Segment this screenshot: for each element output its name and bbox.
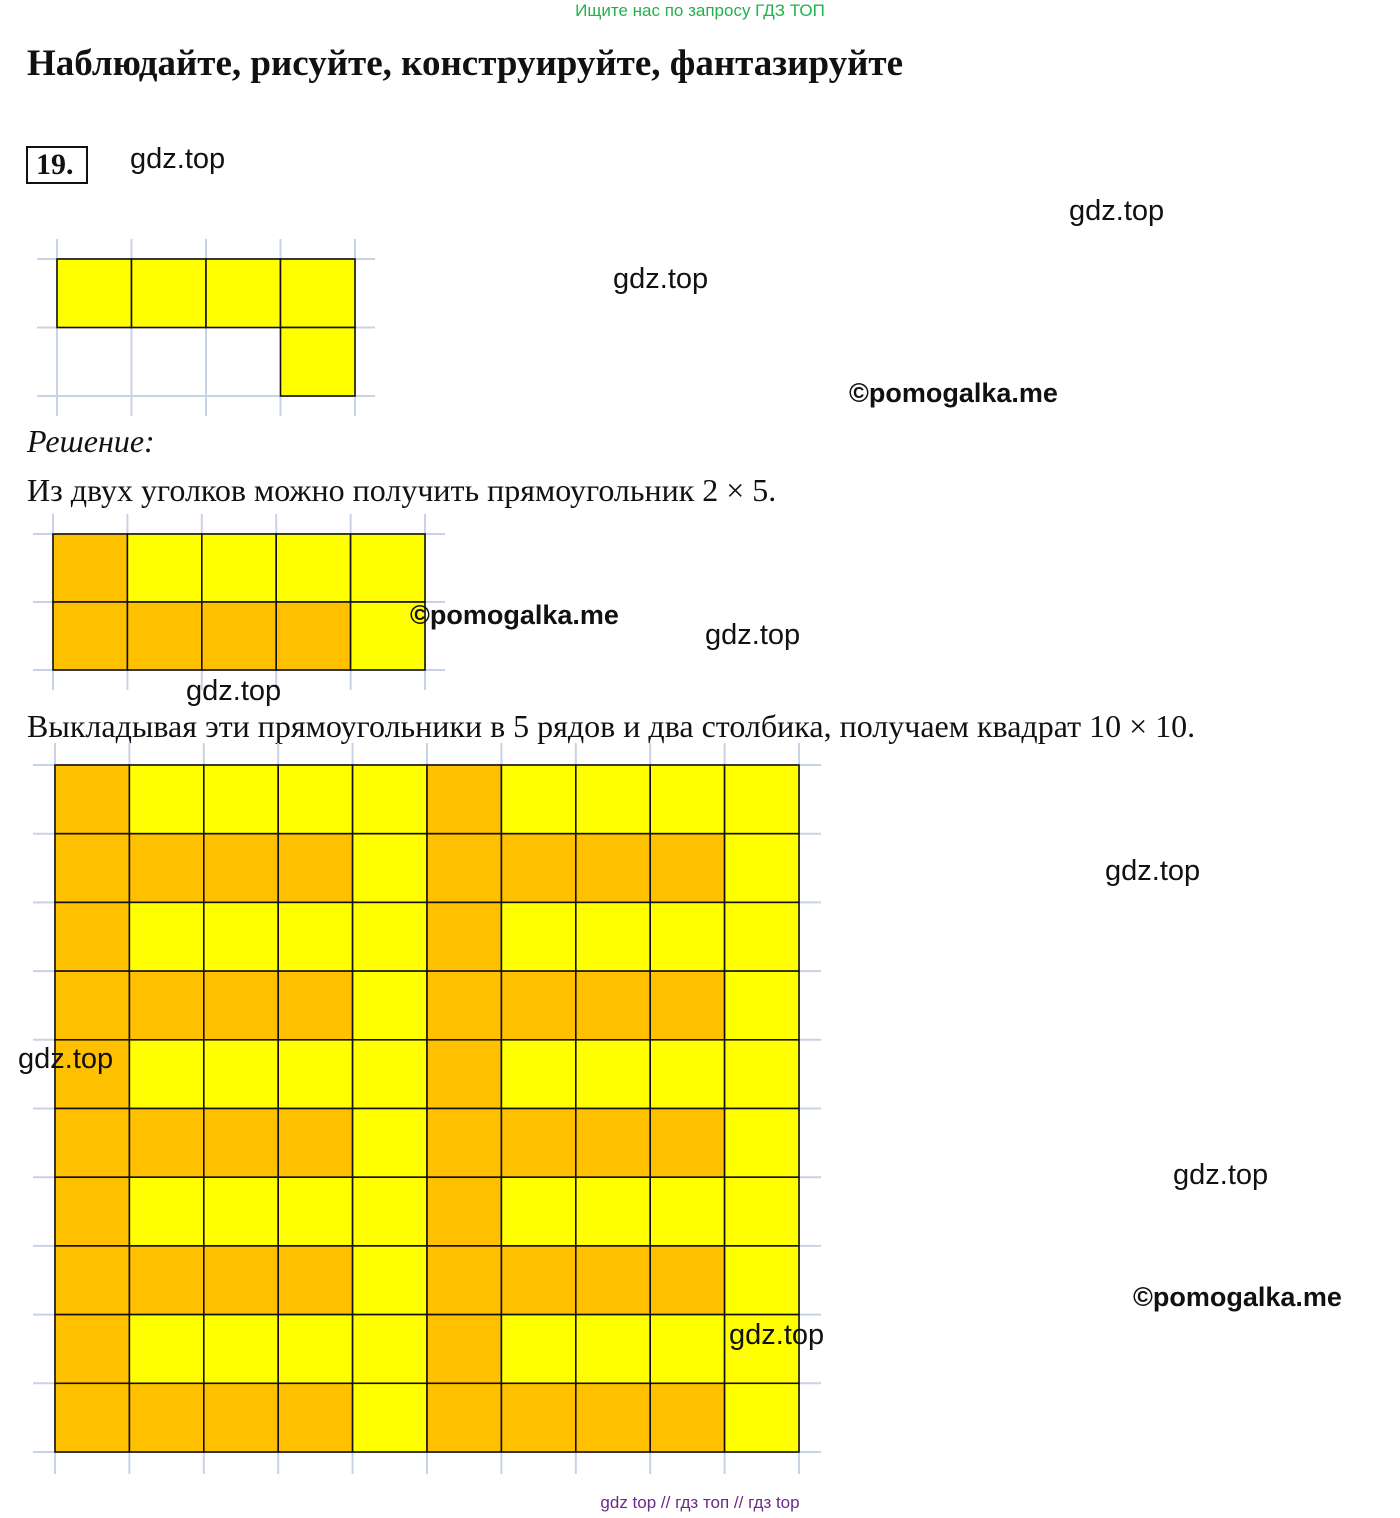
figure-cell	[353, 765, 427, 834]
solution-label: Решение:	[27, 423, 155, 459]
figure-cell	[129, 1177, 203, 1246]
l-shape-figure	[37, 239, 375, 416]
figure-cell	[278, 1177, 352, 1246]
figure-cell	[204, 765, 278, 834]
figure-cell	[576, 1177, 650, 1246]
figure-cell	[576, 1315, 650, 1384]
figure-cell	[129, 1040, 203, 1109]
figure-cell	[427, 765, 501, 834]
watermark-gdz: gdz.top	[1173, 1159, 1269, 1191]
figure-cell	[353, 1383, 427, 1452]
figure-cell	[204, 902, 278, 971]
figure-cell	[427, 1109, 501, 1178]
figure-cell	[353, 1040, 427, 1109]
figure-cell	[278, 1246, 352, 1315]
watermark-gdz: gdz.top	[1069, 195, 1165, 227]
figure-cell	[129, 902, 203, 971]
figure-cell	[650, 1109, 724, 1178]
figure-cell	[427, 1383, 501, 1452]
figure-cell	[353, 1246, 427, 1315]
figure-cell	[501, 765, 575, 834]
figure-cell	[55, 1315, 129, 1384]
figure-cell	[55, 1246, 129, 1315]
figure-cell	[129, 834, 203, 903]
figure-cell	[501, 971, 575, 1040]
figure-cell	[501, 1040, 575, 1109]
footer-links[interactable]: gdz top // гдз топ // гдз top	[600, 1493, 800, 1512]
figure-cell	[725, 1177, 799, 1246]
figure-cell	[276, 534, 350, 602]
figure-cell	[501, 834, 575, 903]
figure-cell	[576, 765, 650, 834]
watermark-gdz: gdz.top	[705, 619, 801, 651]
figure-cell	[725, 1246, 799, 1315]
solution-text-2: Выкладывая эти прямоугольники в 5 рядов и два столбика, получаем квадрат 10 × 10.	[27, 708, 1196, 744]
figure-cell	[501, 1383, 575, 1452]
figure-cell	[353, 971, 427, 1040]
figure-cell	[427, 902, 501, 971]
figure-cell	[276, 602, 350, 670]
figure-cell	[725, 1383, 799, 1452]
figure-cell	[576, 1109, 650, 1178]
figure-cell	[129, 1383, 203, 1452]
figure-cell	[55, 1177, 129, 1246]
figure-cell	[204, 1177, 278, 1246]
figure-cell	[278, 834, 352, 903]
figure-cell	[427, 1246, 501, 1315]
figure-cell	[353, 1109, 427, 1178]
figure-cell	[278, 1109, 352, 1178]
page-title: Наблюдайте, рисуйте, конструируйте, фантазируйте	[27, 43, 904, 84]
square-10x10-figure	[33, 743, 821, 1474]
figure-cell	[281, 259, 356, 328]
figure-cell	[576, 1040, 650, 1109]
figure-cell	[129, 765, 203, 834]
figure-cell	[501, 1177, 575, 1246]
figure-cell	[129, 1246, 203, 1315]
figure-cell	[57, 259, 132, 328]
figure-cell	[204, 834, 278, 903]
figure-cell	[650, 971, 724, 1040]
figure-cell	[278, 971, 352, 1040]
figure-cell	[55, 765, 129, 834]
figure-cell	[204, 1040, 278, 1109]
figure-cell	[278, 1040, 352, 1109]
figure-cell	[53, 534, 127, 602]
figure-cell	[501, 902, 575, 971]
watermark-gdz: gdz.top	[186, 675, 282, 707]
figure-cell	[725, 902, 799, 971]
figure-cell	[202, 534, 276, 602]
figure-cell	[650, 1040, 724, 1109]
figure-cell	[129, 1315, 203, 1384]
figure-cell	[127, 602, 201, 670]
figure-cell	[129, 1109, 203, 1178]
figure-cell	[576, 834, 650, 903]
figure-cell	[278, 902, 352, 971]
figure-cell	[353, 902, 427, 971]
figure-cell	[576, 902, 650, 971]
figure-cell	[576, 1383, 650, 1452]
watermark-gdz: gdz.top	[18, 1043, 114, 1075]
figure-cell	[650, 834, 724, 903]
figure-cell	[204, 971, 278, 1040]
watermark-gdz: gdz.top	[613, 263, 709, 295]
figure-cell	[501, 1109, 575, 1178]
figure-cell	[206, 259, 281, 328]
figure-cell	[501, 1246, 575, 1315]
figure-cell	[204, 1315, 278, 1384]
figure-cell	[55, 1109, 129, 1178]
figure-cell	[427, 1315, 501, 1384]
figure-cell	[127, 534, 201, 602]
figure-cell	[650, 1315, 724, 1384]
figure-cell	[55, 902, 129, 971]
figure-cell	[501, 1315, 575, 1384]
figure-cell	[650, 1383, 724, 1452]
figure-cell	[204, 1246, 278, 1315]
figure-cell	[650, 765, 724, 834]
figure-cell	[650, 902, 724, 971]
figure-cell	[351, 534, 425, 602]
figure-cell	[427, 834, 501, 903]
figure-cell	[725, 765, 799, 834]
top-banner[interactable]: Ищите нас по запросу ГДЗ ТОП	[575, 1, 825, 20]
figure-cell	[129, 971, 203, 1040]
figure-cell	[725, 834, 799, 903]
figure-cell	[650, 1177, 724, 1246]
figure-cell	[353, 834, 427, 903]
figure-cell	[725, 1040, 799, 1109]
figure-cell	[278, 1315, 352, 1384]
figure-cell	[576, 971, 650, 1040]
figure-cell	[576, 1246, 650, 1315]
figure-cell	[204, 1383, 278, 1452]
figure-cell	[278, 765, 352, 834]
figure-cell	[427, 971, 501, 1040]
watermark-gdz: gdz.top	[130, 143, 226, 175]
watermark-pomogalka: ©pomogalka.me	[410, 600, 619, 630]
figure-cell	[55, 834, 129, 903]
solution-text-1: Из двух уголков можно получить прямоугольник 2 × 5.	[27, 472, 777, 508]
watermark-gdz: gdz.top	[729, 1319, 825, 1351]
figure-cell	[132, 259, 207, 328]
figure-cell	[427, 1177, 501, 1246]
figure-cell	[725, 971, 799, 1040]
figure-cell	[278, 1383, 352, 1452]
watermark-gdz: gdz.top	[1105, 855, 1201, 887]
figure-cell	[650, 1246, 724, 1315]
figure-cell	[55, 971, 129, 1040]
watermark-pomogalka: ©pomogalka.me	[1133, 1282, 1342, 1312]
figure-cell	[725, 1109, 799, 1178]
task-number-dot: .	[66, 148, 74, 181]
task-number: 19	[36, 148, 66, 181]
watermark-pomogalka: ©pomogalka.me	[849, 378, 1058, 408]
figure-cell	[353, 1177, 427, 1246]
figure-cell	[202, 602, 276, 670]
figure-cell	[353, 1315, 427, 1384]
rectangle-2x5-figure	[33, 514, 445, 690]
figure-cell	[204, 1109, 278, 1178]
figure-cell	[427, 1040, 501, 1109]
figure-cell	[55, 1383, 129, 1452]
figure-cell	[53, 602, 127, 670]
figure-cell	[281, 328, 356, 397]
